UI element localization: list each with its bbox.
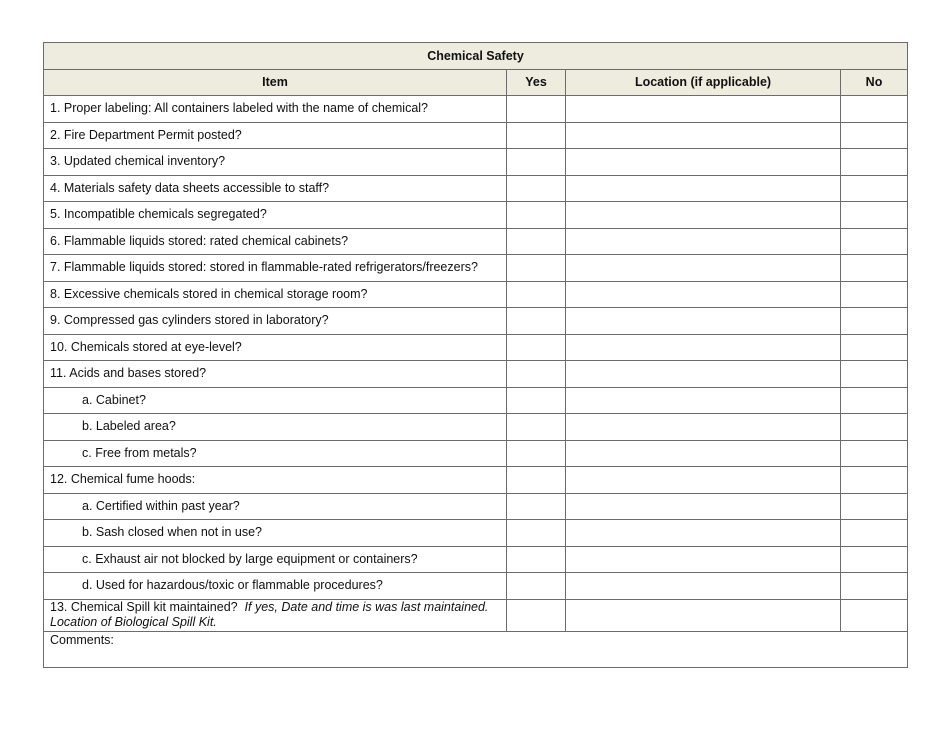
location-cell[interactable] bbox=[566, 175, 841, 202]
yes-cell[interactable] bbox=[507, 573, 566, 600]
table-row bbox=[44, 281, 908, 308]
location-cell[interactable] bbox=[566, 149, 841, 176]
yes-cell[interactable] bbox=[507, 334, 566, 361]
item-label: 3. Updated chemical inventory? bbox=[44, 149, 507, 176]
location-cell[interactable] bbox=[566, 255, 841, 282]
table-row bbox=[44, 414, 908, 441]
yes-cell[interactable] bbox=[507, 308, 566, 335]
location-cell[interactable] bbox=[566, 414, 841, 441]
item-label: b. Labeled area? bbox=[44, 414, 507, 441]
yes-cell[interactable] bbox=[507, 493, 566, 520]
no-cell[interactable] bbox=[841, 440, 908, 467]
checklist-table bbox=[43, 42, 908, 668]
no-cell[interactable] bbox=[841, 546, 908, 573]
location-cell[interactable] bbox=[566, 387, 841, 414]
yes-cell[interactable] bbox=[507, 228, 566, 255]
comments-row bbox=[44, 631, 908, 667]
no-cell[interactable] bbox=[841, 96, 908, 123]
location-cell[interactable] bbox=[566, 308, 841, 335]
comments-label: Comments: bbox=[50, 632, 114, 647]
no-cell[interactable] bbox=[841, 149, 908, 176]
item-label: d. Used for hazardous/toxic or flammable procedures? bbox=[44, 573, 507, 600]
yes-cell[interactable] bbox=[507, 599, 566, 631]
no-cell[interactable] bbox=[841, 308, 908, 335]
item-label: 11. Acids and bases stored? bbox=[44, 361, 507, 388]
location-cell[interactable] bbox=[566, 334, 841, 361]
item-label: c. Free from metals? bbox=[44, 440, 507, 467]
yes-cell[interactable] bbox=[507, 520, 566, 547]
table-row bbox=[44, 228, 908, 255]
no-cell[interactable] bbox=[841, 202, 908, 229]
location-cell[interactable] bbox=[566, 122, 841, 149]
yes-cell[interactable] bbox=[507, 122, 566, 149]
location-cell[interactable] bbox=[566, 440, 841, 467]
location-cell[interactable] bbox=[566, 546, 841, 573]
table-row bbox=[44, 202, 908, 229]
header-yes: Yes bbox=[507, 70, 566, 96]
table-title: Chemical Safety bbox=[44, 43, 908, 70]
location-cell[interactable] bbox=[566, 467, 841, 494]
yes-cell[interactable] bbox=[507, 440, 566, 467]
table-row bbox=[44, 493, 908, 520]
item-label: a. Cabinet? bbox=[44, 387, 507, 414]
table-row bbox=[44, 149, 908, 176]
yes-cell[interactable] bbox=[507, 281, 566, 308]
no-cell[interactable] bbox=[841, 228, 908, 255]
item-label: 1. Proper labeling: All containers labeled with the name of chemical? bbox=[44, 96, 507, 123]
item-label: 12. Chemical fume hoods: bbox=[44, 467, 507, 494]
no-cell[interactable] bbox=[841, 387, 908, 414]
table-row bbox=[44, 573, 908, 600]
location-cell[interactable] bbox=[566, 96, 841, 123]
table-row bbox=[44, 96, 908, 123]
item-label: a. Certified within past year? bbox=[44, 493, 507, 520]
yes-cell[interactable] bbox=[507, 414, 566, 441]
item-label: 6. Flammable liquids stored: rated chemical cabinets? bbox=[44, 228, 507, 255]
table-row bbox=[44, 308, 908, 335]
table-row bbox=[44, 546, 908, 573]
location-cell[interactable] bbox=[566, 520, 841, 547]
location-cell[interactable] bbox=[566, 202, 841, 229]
header-location: Location (if applicable) bbox=[566, 70, 841, 96]
yes-cell[interactable] bbox=[507, 175, 566, 202]
item-label: 10. Chemicals stored at eye-level? bbox=[44, 334, 507, 361]
item-label: 7. Flammable liquids stored: stored in flammable-rated refrigerators/freezers? bbox=[44, 255, 507, 282]
spill-kit-question: 13. Chemical Spill kit maintained? bbox=[50, 600, 238, 614]
header-item: Item bbox=[44, 70, 507, 96]
yes-cell[interactable] bbox=[507, 255, 566, 282]
no-cell[interactable] bbox=[841, 334, 908, 361]
item-label: 4. Materials safety data sheets accessible to staff? bbox=[44, 175, 507, 202]
comments-field[interactable] bbox=[44, 631, 908, 667]
table-row bbox=[44, 520, 908, 547]
no-cell[interactable] bbox=[841, 281, 908, 308]
table-row bbox=[44, 361, 908, 388]
location-cell[interactable] bbox=[566, 228, 841, 255]
yes-cell[interactable] bbox=[507, 202, 566, 229]
yes-cell[interactable] bbox=[507, 149, 566, 176]
spill-kit-note-1: If yes, Date and time is was last maintained. bbox=[244, 600, 489, 614]
item-label: 8. Excessive chemicals stored in chemical storage room? bbox=[44, 281, 507, 308]
location-cell[interactable] bbox=[566, 493, 841, 520]
item-label: 5. Incompatible chemicals segregated? bbox=[44, 202, 507, 229]
yes-cell[interactable] bbox=[507, 361, 566, 388]
location-cell[interactable] bbox=[566, 281, 841, 308]
no-cell[interactable] bbox=[841, 599, 908, 631]
yes-cell[interactable] bbox=[507, 387, 566, 414]
no-cell[interactable] bbox=[841, 361, 908, 388]
no-cell[interactable] bbox=[841, 493, 908, 520]
item-label: c. Exhaust air not blocked by large equipment or containers? bbox=[44, 546, 507, 573]
yes-cell[interactable] bbox=[507, 467, 566, 494]
no-cell[interactable] bbox=[841, 414, 908, 441]
no-cell[interactable] bbox=[841, 573, 908, 600]
title-row bbox=[44, 43, 908, 70]
header-no: No bbox=[841, 70, 908, 96]
table-row bbox=[44, 122, 908, 149]
table-row bbox=[44, 175, 908, 202]
table-row bbox=[44, 467, 908, 494]
table-row bbox=[44, 255, 908, 282]
item-label: 2. Fire Department Permit posted? bbox=[44, 122, 507, 149]
no-cell[interactable] bbox=[841, 122, 908, 149]
no-cell[interactable] bbox=[841, 467, 908, 494]
item-label: b. Sash closed when not in use? bbox=[44, 520, 507, 547]
location-cell[interactable] bbox=[566, 573, 841, 600]
yes-cell[interactable] bbox=[507, 96, 566, 123]
table-row bbox=[44, 334, 908, 361]
table-row bbox=[44, 440, 908, 467]
yes-cell[interactable] bbox=[507, 546, 566, 573]
no-cell[interactable] bbox=[841, 175, 908, 202]
spill-kit-label bbox=[44, 599, 507, 631]
table-row bbox=[44, 387, 908, 414]
location-cell[interactable] bbox=[566, 599, 841, 631]
item-label: 9. Compressed gas cylinders stored in laboratory? bbox=[44, 308, 507, 335]
chemical-safety-checklist bbox=[43, 42, 907, 668]
no-cell[interactable] bbox=[841, 255, 908, 282]
spill-kit-row bbox=[44, 599, 908, 631]
header-row bbox=[44, 70, 908, 96]
spill-kit-note-2: Location of Biological Spill Kit. bbox=[50, 615, 217, 629]
location-cell[interactable] bbox=[566, 361, 841, 388]
no-cell[interactable] bbox=[841, 520, 908, 547]
